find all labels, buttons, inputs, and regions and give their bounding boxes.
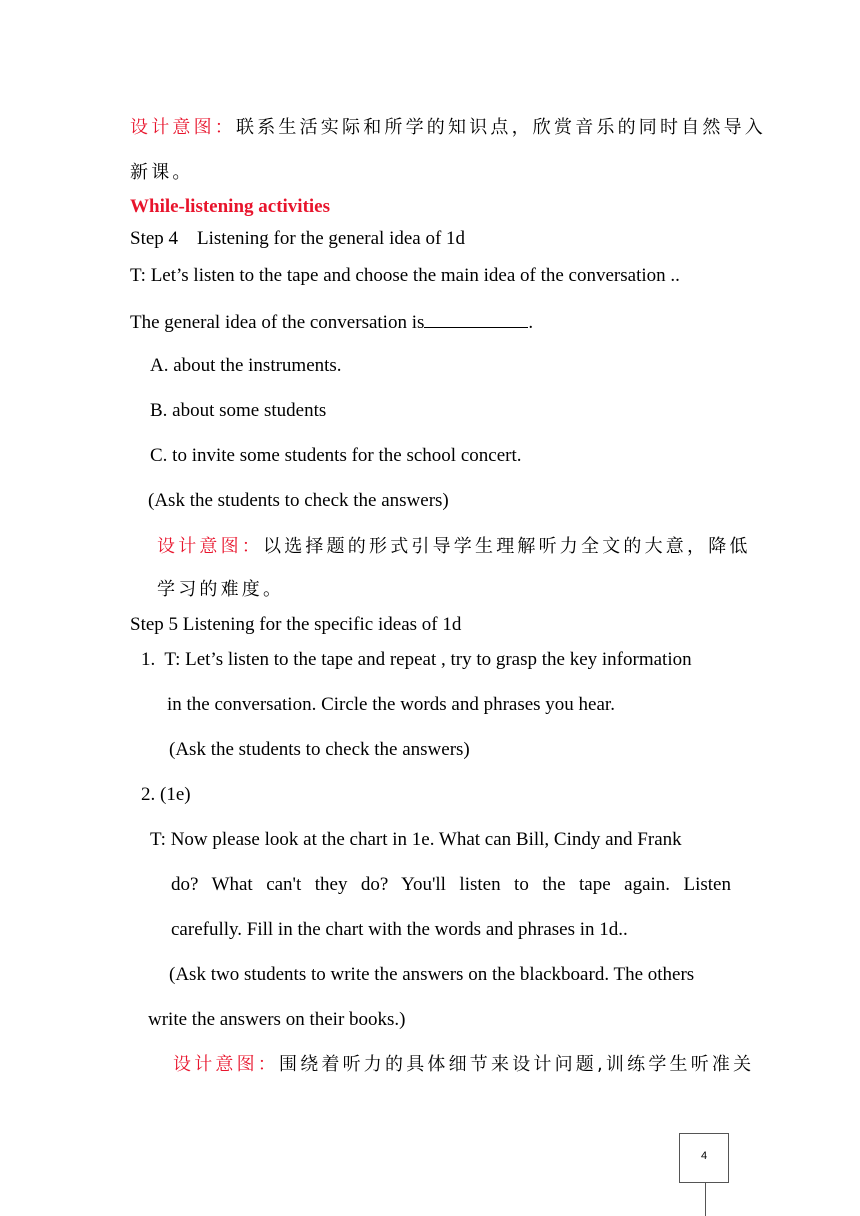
step5-item2-note2: write the answers on their books.) — [148, 1009, 406, 1030]
step5-item2-line3: carefully. Fill in the chart with the words and phrases in 1d.. — [171, 919, 628, 940]
answer-blank — [424, 309, 528, 328]
step4-question — [130, 309, 533, 335]
design-intent-continuation: 新课。 — [130, 162, 194, 183]
option-b: B. about some students — [150, 400, 327, 421]
step4-teacher-instruction: T: Let’s listen to the tape and choose the main idea of the conversation .. — [130, 265, 680, 286]
step5-item2-line2: do? What can't they do? You'll listen to the tape again. Listen — [171, 874, 731, 895]
step4-question-end: . — [528, 312, 534, 333]
design-intent-paragraph-1 — [130, 116, 766, 140]
page-number-box — [679, 1133, 729, 1183]
page-number-stem — [705, 1183, 706, 1216]
design-intent-paragraph-2 — [157, 535, 751, 559]
step5-item2-note1: (Ask two students to write the answers on the blackboard. The others — [169, 964, 695, 985]
option-c: C. to invite some students for the school concert. — [150, 445, 522, 466]
design-intent-label: 设计意图： — [130, 117, 236, 138]
page-number: 4 — [700, 1150, 708, 1162]
design-intent-label: 设计意图： — [173, 1054, 279, 1075]
step4-note: (Ask the students to check the answers) — [148, 490, 449, 511]
design-intent-label: 设计意图： — [157, 536, 263, 557]
step5-item1-line2: in the conversation. Circle the words and phrases you hear. — [167, 694, 615, 715]
step4-title: Step 4 Listening for the general idea of 1d — [130, 228, 466, 249]
step5-item2-number: 2. (1e) — [141, 784, 191, 805]
step5-item1-note: (Ask the students to check the answers) — [169, 739, 470, 760]
step5-item2-line1: T: Now please look at the chart in 1e. What can Bill, Cindy and Frank — [150, 829, 682, 850]
design-intent-text: 以选择题的形式引导学生理解听力全文的大意，降低 — [263, 536, 751, 557]
design-intent-text: 围绕着听力的具体细节来设计问题,训练学生听准关 — [279, 1054, 755, 1075]
step5-title: Step 5 Listening for the specific ideas of 1d — [130, 614, 462, 635]
step4-question-text: The general idea of the conversation is — [130, 312, 425, 333]
option-a: A. about the instruments. — [150, 355, 342, 376]
step5-item1-line1: 1. T: Let’s listen to the tape and repeat , try to grasp the key information — [141, 649, 692, 670]
design-intent-text: 联系生活实际和所学的知识点，欣赏音乐的同时自然导入 — [236, 117, 766, 138]
section-heading: While-listening activities — [130, 196, 331, 217]
design-intent-paragraph-3 — [173, 1053, 754, 1077]
design-intent-continuation: 学习的难度。 — [157, 579, 285, 600]
